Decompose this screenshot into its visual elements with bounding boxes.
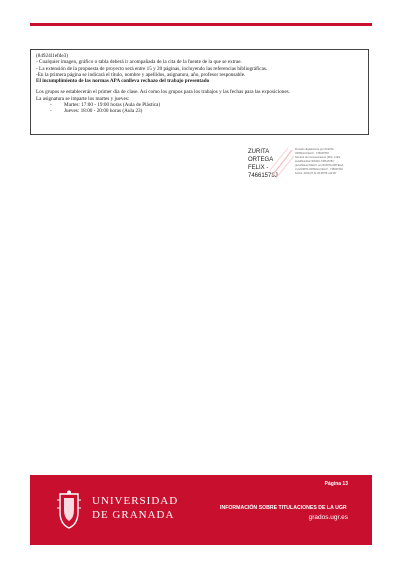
bullet-1: - Cualquier imagen, gráfico o tabla deberá ir acompañada de la cita de la fuente de la que se extrae. (36, 59, 242, 66)
university-name-line-2: DE GRANADA (92, 509, 175, 521)
signature-details (295, 148, 355, 176)
signature-detail-line: serialNumber=IDCES-74661578J, (295, 160, 335, 163)
signer-name-line-3: 74661578J (248, 173, 278, 179)
titulaciones-info-label: INFORMACIÓN SOBRE TITULACIONES DE LA UGR (220, 505, 347, 511)
apa-warning: El incumplimiento de las normas APA conlleva rechazo del trabajo presentado (36, 78, 210, 85)
signature-detail-line: cn=ZURITA ORTEGA FELIX - 74661578J (295, 168, 343, 171)
signature-detail-line: ORTEGA FELIX - 74661578J (295, 152, 329, 155)
digital-signature (248, 148, 344, 180)
university-name-line-1: UNIVERSIDAD (92, 495, 179, 507)
reference-line: (84924l1efde3) (36, 53, 68, 59)
bullet-3: -En la primera página se indicará el título, nombre y apellidos, asignatura, año, profesor responsable. (36, 71, 246, 78)
signature-stamp-icon (268, 146, 296, 180)
grados-link[interactable]: grados.ugr.es (308, 514, 348, 521)
signature-detail-line: Fecha: 2019.07.11 20:08:55 +02'00' (295, 172, 337, 175)
schedule-tuesday-text: Martes: 17:00 - 19:00 horas (Aula de Plástica) (64, 102, 161, 109)
signature-detail-line: givenName=FELIX, sn=ZURITA ORTEGA, (295, 164, 344, 167)
signature-detail-line: Nombre de reconocimiento (DN): c=ES, (295, 156, 341, 159)
university-seal-icon (54, 490, 84, 530)
signature-detail-line: Firmado digitalmente por ZURITA (295, 148, 334, 151)
schedule-thursday-text: Jueves: 18:00 - 20:00 horas (Aula 23) (64, 108, 143, 115)
groups-text: Los grupos se establecerán el primer día de clase. Así como los grupos para los trabajos y las fechas para las exposiciones. (36, 89, 290, 96)
schedule-intro: La asignatura se imparte los martes y jueves: (36, 95, 130, 102)
schedule-item-thursday: - Jueves: 18:00 - 20:00 horas (Aula 23) (50, 108, 143, 115)
bullet-2: - La extensión de la propuesta de proyecto será entre 15 y 20 páginas, incluyendo las referencias bibliográficas. (36, 65, 268, 72)
signer-name-line-1: ZURITA ORTEGA (248, 149, 274, 163)
page-number: Página 13 (324, 481, 348, 487)
schedule-item-tuesday: - Martes: 17:00 - 19:00 horas (Aula de Plástica) (50, 102, 161, 109)
signer-name-line-2: FELIX - (248, 165, 269, 171)
content-box (30, 49, 369, 135)
top-red-rule (30, 23, 372, 26)
ugr-footer (30, 475, 372, 545)
